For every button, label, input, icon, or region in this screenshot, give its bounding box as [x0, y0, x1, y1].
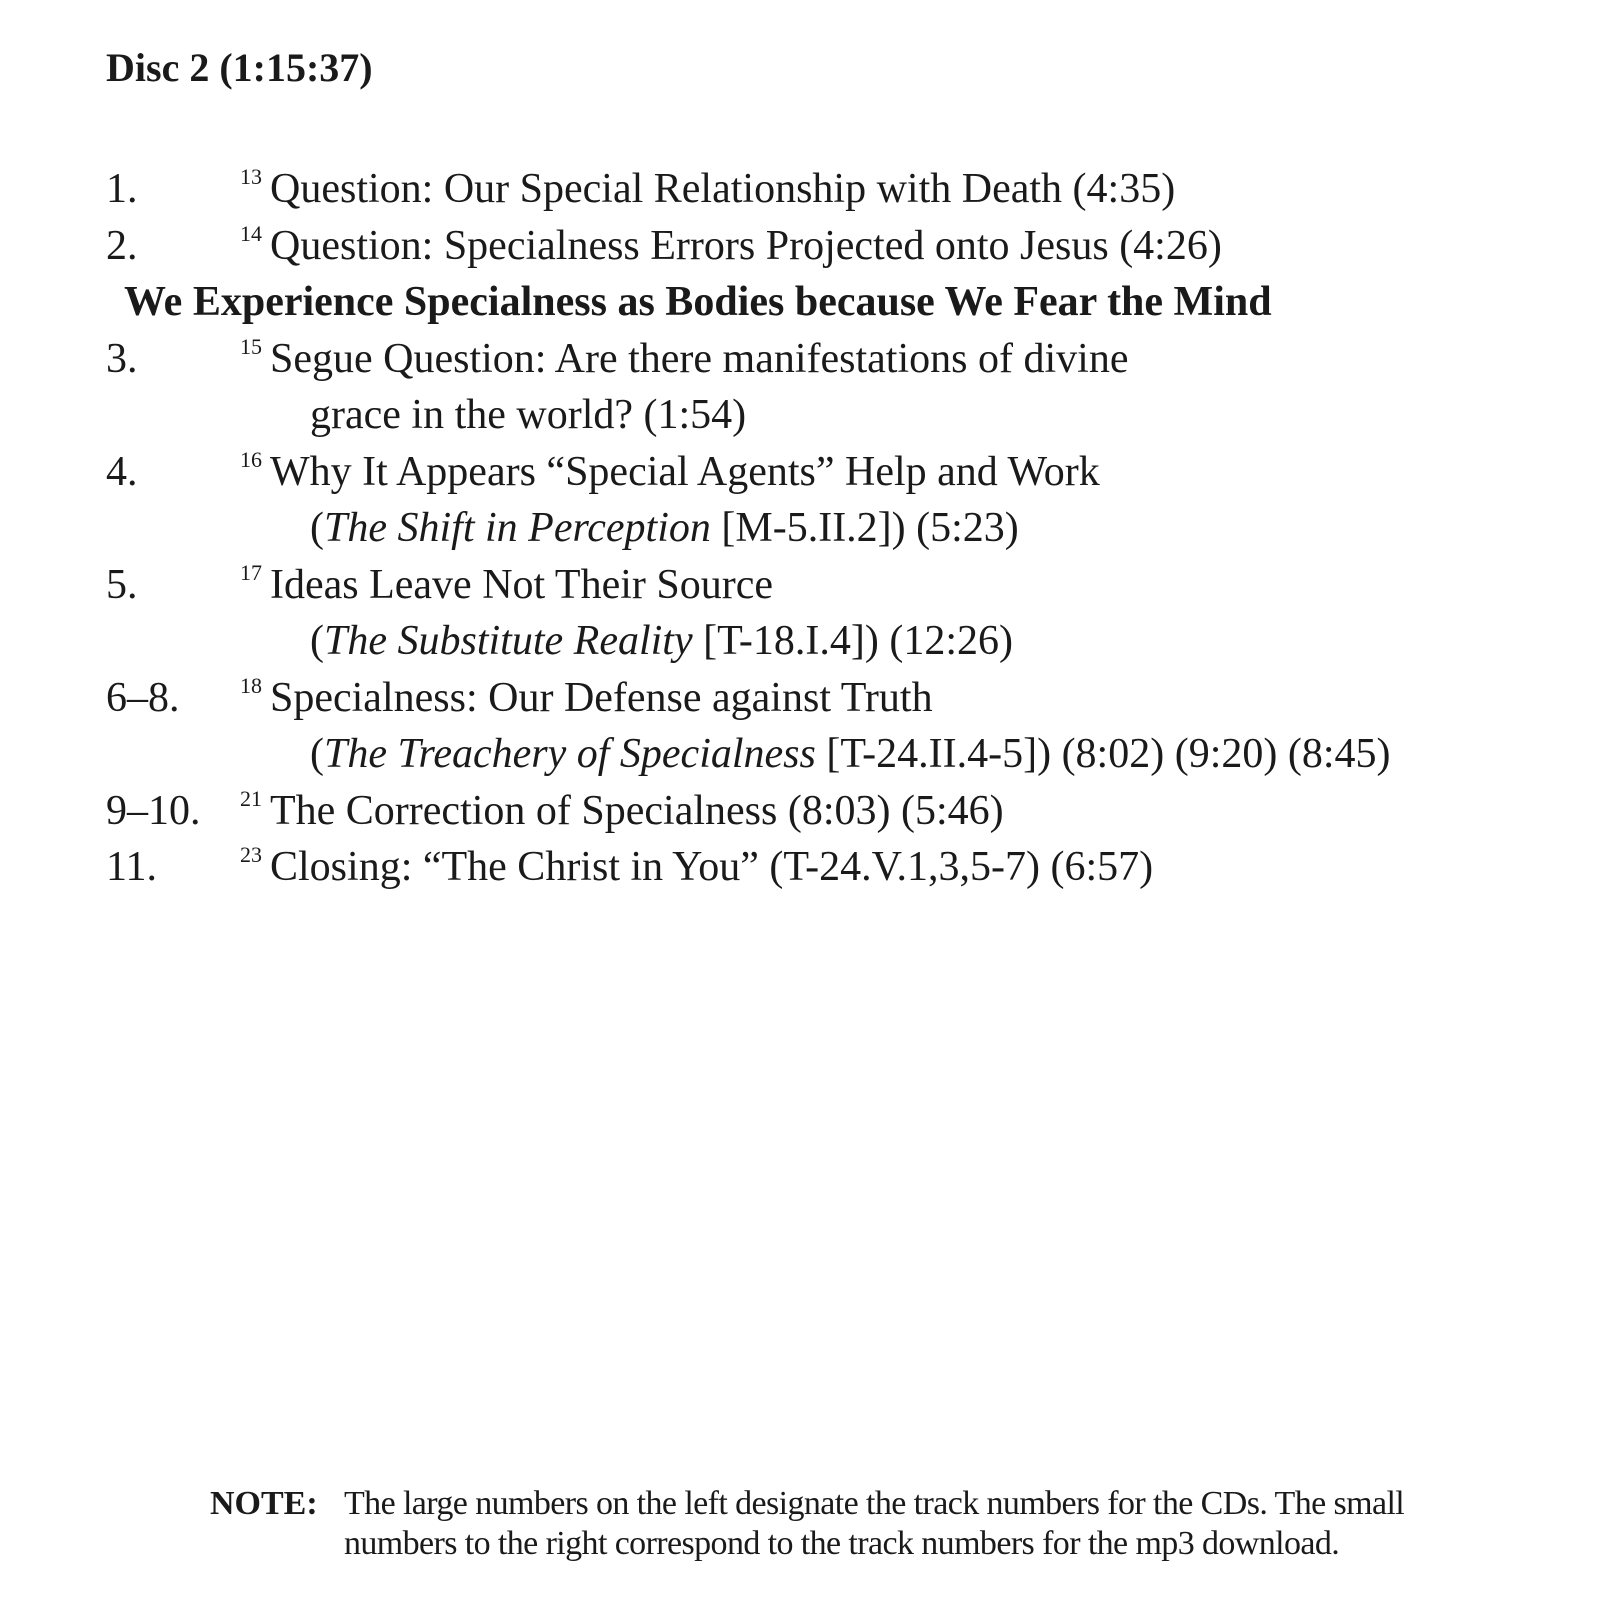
track-row [106, 670, 1586, 727]
track-continuation-row [106, 613, 1586, 670]
cd-track-number: 4. [106, 448, 138, 495]
cd-track-number: 5. [106, 561, 138, 608]
mp3-track-number: 17 [240, 559, 262, 585]
mp3-track-number: 16 [240, 446, 262, 472]
track-continuation-row [106, 500, 1586, 557]
mp3-track-number: 21 [240, 785, 262, 811]
track-row [106, 161, 1586, 218]
track-row [106, 444, 1586, 501]
track-continuation-row [106, 387, 1586, 444]
cd-track-number: 2. [106, 222, 138, 269]
section-heading: We Experience Specialness as Bodies because We Fear the Mind [124, 279, 1272, 325]
mp3-track-number: 14 [240, 220, 262, 246]
source-section-title: The Substitute Reality [324, 618, 693, 664]
note-text-line: numbers to the right correspond to the track numbers for the mp3 download. [344, 1525, 1340, 1562]
track-row [106, 783, 1586, 840]
note-label: NOTE: [210, 1485, 318, 1522]
track-source-reference [310, 726, 1391, 783]
track-title: Closing: “The Christ in You” (T-24.V.1,3,5-7) (6:57) [270, 844, 1154, 890]
track-title: Question: Specialness Errors Projected onto Jesus (4:26) [270, 222, 1222, 269]
disc-title: Disc 2 (1:15:37) [106, 45, 373, 90]
track-list [106, 161, 1586, 896]
mp3-track-number: 15 [240, 333, 262, 359]
track-title: Why It Appears “Special Agents” Help and Work [270, 448, 1100, 495]
cd-track-number: 9–10. [106, 787, 201, 834]
cd-track-number: 6–8. [106, 674, 180, 721]
track-continuation-row [106, 726, 1586, 783]
track-title: The Correction of Specialness (8:03) (5:46) [270, 787, 1004, 834]
track-title: Segue Question: Are there manifestations of divine [270, 335, 1129, 382]
track-title: Question: Our Special Relationship with Death (4:35) [270, 166, 1176, 212]
source-reference-duration: [T-18.I.4]) (12:26) [692, 618, 1013, 664]
source-reference-duration: [M-5.II.2]) (5:23) [710, 505, 1019, 551]
mp3-track-number: 18 [240, 672, 262, 698]
track-title: Specialness: Our Defense against Truth [270, 674, 933, 721]
track-title: Ideas Leave Not Their Source [270, 561, 774, 608]
cd-track-number: 3. [106, 335, 138, 382]
source-section-title: The Treachery of Specialness [324, 731, 816, 777]
track-row [106, 218, 1586, 275]
source-section-title: The Shift in Perception [324, 505, 711, 551]
track-source-reference [310, 613, 1013, 670]
source-open-paren: ( [310, 731, 324, 777]
track-row [106, 557, 1586, 614]
source-open-paren: ( [310, 618, 324, 664]
track-row [106, 331, 1586, 388]
cd-track-number: 1. [106, 166, 138, 212]
cd-track-number: 11. [106, 844, 157, 890]
track-source-reference [310, 500, 1019, 557]
track-title-continuation: grace in the world? (1:54) [310, 392, 747, 438]
mp3-track-number: 13 [240, 164, 262, 189]
track-row [106, 839, 1586, 896]
mp3-track-number: 23 [240, 842, 262, 867]
note-text-line: The large numbers on the left designate the track numbers for the CDs. The small [344, 1485, 1405, 1522]
source-open-paren: ( [310, 505, 324, 551]
section-row [106, 274, 1586, 331]
source-reference-duration: [T-24.II.4-5]) (8:02) (9:20) (8:45) [815, 731, 1391, 777]
